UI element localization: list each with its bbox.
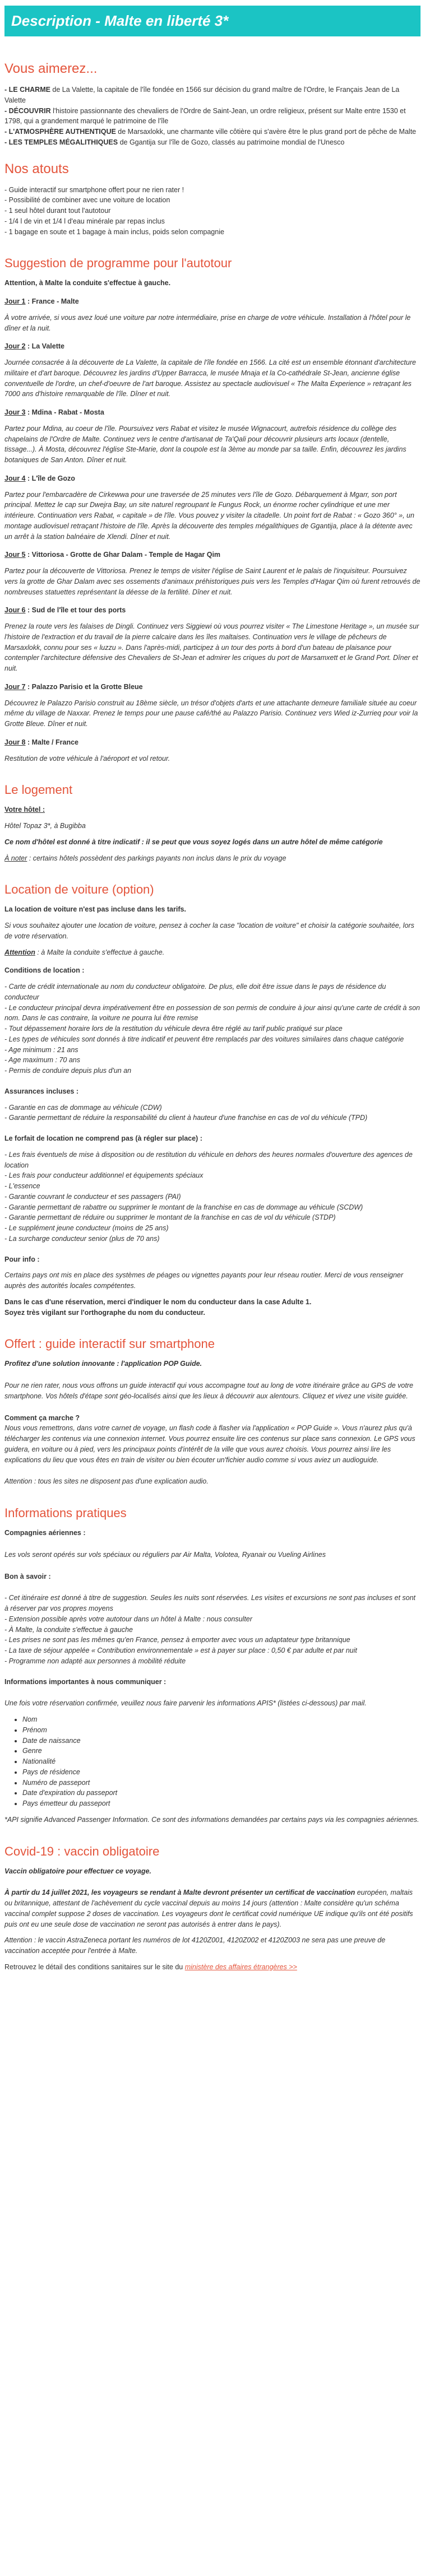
list-item: - Guide interactif sur smartphone offert pour ne rien rater ! [4,185,184,194]
day-name: : Vittoriosa - Grotte de Ghar Dalam - Temple de Hagar Qim [25,551,221,559]
compagnies-title: Compagnies aériennes : [4,1529,86,1537]
info-title: Pour info : [4,1255,40,1263]
day-number: Jour 7 [4,682,26,691]
list-item: - Les types de véhicules sont donnés à titre indicatif et peuvent être remplacés par des voitures similaires dans chaque catégorie [4,1035,404,1043]
forfait-title: Le forfait de location ne comprend pas (à régler sur place) : [4,1134,202,1142]
page-banner: Description - Malte en liberté 3* [4,6,421,36]
attention-lead: Attention [4,948,35,956]
list-item: • Nationalité [22,1756,421,1767]
list-item: - Le conducteur principal devra impérativement être en possession de son permis de conduire à jour ainsi qu'une carte de crédit à son nom. Dans le cas contraire, la voiture ne pourra lui être remise [4,1003,420,1022]
note-text: : certains hôtels possèdent des parkings payants non inclus dans le prix du voyage [27,854,287,862]
day-number: Jour 2 [4,342,26,351]
list-item: - L'essence [4,1182,40,1190]
list-item: - Extension possible après votre autotour dans un hôtel à Malte : nous consulter [4,1615,252,1623]
list-item: • Pays émetteur du passeport [22,1798,421,1809]
list-item: - Tout dépassement horaire lors de la restitution du véhicule devra être réglé au tarif public pratiqué sur place [4,1025,343,1033]
section-nos-atouts [4,159,421,238]
how-title: Comment ça marche ? [4,1413,80,1422]
location-intro: La location de voiture n'est pas incluse dans les tarifs. [4,905,186,914]
covid-attention: Attention : le vaccin AstraZeneca portant les numéros de lot 4120Z001, 4120Z002 et 4120Z003 ne sera pas une preuve de vaccination acceptée pour l'entrée à Malte. [4,1936,386,1955]
final-note: Soyez très vigilant sur l'orthographe du nom du conducteur. [4,1308,205,1317]
section-title: Location de voiture (option) [4,882,154,897]
list-item: - Les frais pour conducteur additionnel et équipements spéciaux [4,1171,204,1180]
day-name: : Sud de l'île et tour des ports [25,606,126,615]
list-item: - Garantie permettant de réduire la responsabilité du client à hauteur d'une franchise en cas de vol du véhicule (TPD) [4,1114,368,1122]
section-vous-aimerez [4,59,421,148]
list-item [4,85,421,106]
day-number: Jour 5 [4,551,26,559]
info-text: Certains pays ont mis en place des systèmes de péages ou vignettes payants pour leur réseau routier. Merci de vous renseigner auprès des autorités locales compétentes. [4,1271,404,1290]
covid-bold-lead: À partir du 14 juillet 2021, les voyageurs se rendant à Malte devront présenter un certificat de vaccination [4,1889,355,1897]
day-text: À votre arrivée, si vous avez loué une voiture par notre intermédiaire, prise en charge de votre véhicule. Installation à l'hôtel pour le dîner et la nuit. [4,313,411,332]
final-note: Dans le cas d'une réservation, merci d'indiquer le nom du conducteur dans la case Adulte 1. [4,1298,312,1306]
day-text: Prenez la route vers les falaises de Dingli. Continuez vers Siggiewi où vous pourrez visiter « The Limestone Heritage », un musée sur l'histoire de l'extraction et du travail de la pierre calcaire dans les îles maltaises. Continuation vers le village de pêcheurs de Marsaxlokk, connu pour ses « luzzu ». Dans l'après-midi, participez à un tour des ports à bord d'un bateau de plaisance pour contempler l'architecture défensive des Chevaliers de St-Jean et admirer les criques du port de Marsamxett et le Grand Port. Dîner et nuit. [4,622,419,672]
covid-text: européen, maltais ou britannique, attestant de l'achèvement du cycle vaccinal depuis au moins 14 jours (attention : Malte considère qu'un schéma vaccinal complet suppose 2 doses de vaccination. Les voyageurs dont le certificat covid numérique UE indique qu'ils ont été positifs puis ont eu une seule dose de vaccination ne seront pas autorisés à entrer dans le pays). [4,1889,413,1928]
item-lead: - L'ATMOSPHÈRE AUTHENTIQUE [4,128,116,136]
how-text: Nous vous remettrons, dans votre carnet de voyage, un flash code à flasher via l'application « POP Guide ». Vous n'aurez plus qu'à télécharger les contenus via une connexion internet. Vous pourrez ensuite lire ces contenus sur place sans connexion. Le GPS vous guidera, en voiture ou à pied, vers les principaux points d'intérêt de la ville que vous aurez choisis. Vous pourrez ainsi lire les explications du lieu que vous êtes en train de visiter ou bien écouter un'fichier audio comme si vous aviez un audioguide. [4,1424,415,1464]
day-text: Partez pour la découverte de Vittoriosa. Prenez le temps de visiter l'église de Saint Laurent et le palais de l'inquisiteur. Poursuivez vers la grotte de Ghar Dalam avec ses ossements d'animaux préhistoriques puis vers les Temples d'Hagar Qim où furent retrouvés de nombreuses statuettes représentant la déesse de la fertilité. Dîner et nuit. [4,567,421,596]
list-item: • Genre [22,1746,421,1756]
day-name: : Mdina - Rabat - Mosta [25,408,104,416]
bon-title: Bon à savoir : [4,1572,51,1580]
list-item: • Nom [22,1714,421,1725]
list-item [4,106,421,127]
list-item: - Garantie en cas de dommage au véhicule (CDW) [4,1103,162,1112]
section-title: Covid-19 : vaccin obligatoire [4,1844,160,1858]
item-lead: - LES TEMPLES MÉGALITHIQUES [4,138,118,146]
list-item: - Cet itinéraire est donné à titre de suggestion. Seules les nuits sont réservées. Les visites et excursions ne sont pas incluses et sont à réserver par vos propres moyens [4,1594,416,1612]
day-name: : La Valette [25,342,64,351]
day-name: : France - Malte [25,297,79,305]
day-block [4,473,421,542]
section-title: Informations pratiques [4,1506,127,1520]
day-number: Jour 1 [4,297,26,305]
day-block [4,605,421,674]
list-item: - Age maximum : 70 ans [4,1056,81,1064]
section-title: Le logement [4,783,73,797]
covid-bold: Vaccin obligatoire pour effectuer ce voyage. [4,1867,151,1875]
day-text: Journée consacrée à la découverte de La Valette, la capitale de l'île fondée en 1566. La cité est un ensemble étonnant d'architecture militaire et d'art baroque. Découvrez les jardins d'Upper Barracca, le musée Mnaja et la Co-cathédrale St-Jean, ancienne église conventuelle de l'ordre, un chef-d'oeuvre de l'art baroque. Assistez au spectacle audiovisuel « The Malta Experience » retraçant les 7000 ans d'histoire remarquable de l'île. Dîner et nuit. [4,359,416,398]
list-item: • Date d'expiration du passeport [22,1788,421,1798]
list-item: • Numéro de passeport [22,1778,421,1788]
list-item: - Programme non adapté aux personnes à mobilité réduite [4,1657,186,1665]
apis-note: *API signifie Advanced Passenger Information. Ce sont des informations demandées par certains pays via les compagnies aériennes. [4,1815,419,1824]
hotel-name: Hôtel Topaz 3*, à Bugibba [4,822,86,830]
day-block [4,550,421,597]
item-lead: - DÉCOUVRIR [4,106,51,115]
day-number: Jour 3 [4,408,26,416]
list-item: • Prénom [22,1725,421,1736]
day-block [4,737,421,764]
day-number: Jour 8 [4,738,26,746]
day-text: Partez pour Mdina, au coeur de l'île. Poursuivez vers Rabat et visitez le musée Wignacourt, autrefois résidence du collège des chapelains de l'Ordre de Malte. Continuez vers le centre d'artisanat de Ta'Qali pour découvrir plusieurs arts locaux (dentelle, tissage...). À Mosta, découvrez l'église Ste-Marie, dont la coupole est la 3ème au monde par sa taille. Enfin, découvrez les jardins botaniques de San Anton. Dîner et nuit. [4,424,406,464]
section-guide [4,1335,421,1487]
day-text: Partez pour l'embarcadère de Cirkewwa pour une traversée de 25 minutes vers l'île de Gozo. Débarquement à Mgarr, son port principal. Mettez le cap sur Dwejra Bay, un site naturel regroupant le Fungus Rock, un énorme rocher cylindrique et une mer intérieure. Continuation vers Rabat, « capitale » de l'île. Vous pouvez y visiter la citadelle. Un point fort de Rabat : « Gozo 360° », un montage audiovisuel retraçant l'histoire de l'île. Après la découverte des temples mégalithiques de Ggantija, place à la détente avec un arrêt à la station balnéaire de Xlendi. Dîner et nuit. [4,490,414,541]
section-title: Nos atouts [4,161,69,176]
list-item: - Garantie permettant de réduire ou supprimer le montant de la franchise en cas de vol du véhicule (STDP) [4,1213,336,1222]
comm-text: Une fois votre réservation confirmée, veuillez nous faire parvenir les informations APIS* (listées ci-dessous) par mail. [4,1699,367,1708]
covid-link-lead: Retrouvez le détail des conditions sanitaires sur le site du [4,1963,185,1971]
section-title: Offert : guide interactif sur smartphone [4,1337,215,1351]
day-name: : Palazzo Parisio et la Grotte Bleue [25,682,143,691]
note-lead: À noter [4,854,27,862]
ministere-link[interactable]: ministère des affaires étrangères >> [184,1963,297,1971]
section-programme [4,254,421,764]
list-item: - Age minimum : 21 ans [4,1045,78,1054]
guide-text: Pour ne rien rater, nous vous offrons un guide interactif qui vous accompagne tout au long de votre itinéraire grâce au GPS de votre smartphone. Vos hôtels d'étape sont géo-localisés ainsi que les lieux à découvrir aux alentours. Cliquez et vivez une visite guidée. [4,1382,413,1400]
list-item: - Les prises ne sont pas les mêmes qu'en France, pensez à emporter avec vous un adaptateur type britannique [4,1636,350,1644]
item-lead: - LE CHARME [4,86,50,94]
item-text: de Ggantija sur l'île de Gozo, classés au patrimoine mondial de l'Unesco [118,138,345,146]
list-item: - 1 bagage en soute et 1 bagage à main inclus, poids selon compagnie [4,227,224,236]
section-location [4,880,421,1318]
attention-note: Attention, à Malte la conduite s'effectue à gauche. [4,279,171,287]
list-item: - Garantie couvrant le conducteur et ses passagers (PAI) [4,1192,181,1201]
section-covid [4,1842,421,1973]
day-block [4,341,421,399]
assurances-title: Assurances incluses : [4,1087,79,1095]
hotel-note: Ce nom d'hôtel est donné à titre indicatif : il se peut que vous soyez logés dans un autre hôtel de même catégorie [4,838,383,846]
list-item: - 1 seul hôtel durant tout l'autotour [4,207,111,215]
list-item: • Date de naissance [22,1736,421,1746]
section-infos [4,1504,421,1825]
conditions-title: Conditions de location : [4,966,85,975]
attention-text: : à Malte la conduite s'effectue à gauche. [35,948,165,956]
list-item: - À Malte, la conduite s'effectue à gauche [4,1625,133,1634]
day-block [4,296,421,333]
list-item: - La taxe de séjour appelée « Contribution environnementale » est à payer sur place : 0,50 € par adulte et par nuit [4,1647,357,1654]
comm-title: Informations importantes à nous communiquer : [4,1677,167,1686]
item-text: l'histoire passionnante des chevaliers de l'Ordre de Saint-Jean, un ordre religieux, présent sur Malte entre 1530 et 1798, qui a grandement marqué le patrimoine de l'île [4,106,406,125]
section-title: Vous aimerez... [4,61,98,76]
hotel-label: Votre hôtel : [4,806,45,814]
day-text: Découvrez le Palazzo Parisio construit au 18ème siècle, un trésor d'objets d'arts et une attachante demeure familiale située au coeur même du village de Naxxar. Prenez le temps pour une pause café/thé au Palazzo Parisio. Continuez vers Wied iz-Zurrieq pour voir la Grotte Bleue. Dîner et nuit. [4,699,418,728]
day-number: Jour 4 [4,474,26,482]
day-number: Jour 6 [4,606,26,615]
day-block [4,682,421,729]
list-item: - La surcharge conducteur senior (plus de 70 ans) [4,1234,160,1243]
list-item: - 1/4 l de vin et 1/4 l d'eau minérale par repas inclus [4,217,165,225]
day-block [4,407,421,466]
list-item: - Permis de conduire depuis plus d'un an [4,1067,132,1075]
list-item [4,127,421,137]
item-text: de Marsaxlokk, une charmante ville côtière qui s'avère être le plus grand port de pêche de Malte [116,128,417,136]
guide-attention: Attention : tous les sites ne disposent pas d'une explication audio. [4,1477,209,1486]
list-item: - Possibilité de combiner avec une voiture de location [4,196,170,204]
section-logement [4,780,421,863]
item-text: de La Valette, la capitale de l'île fondée en 1566 sur décision du grand maître de l'Ordre, le Français Jean de La Valette [4,86,400,104]
location-text: Si vous souhaitez ajouter une location de voiture, pensez à cocher la case "location de voiture" et choisir la catégorie souhaitée, lors de votre réservation. [4,922,414,940]
guide-subtitle: Profitez d'une solution innovante : l'application POP Guide. [4,1360,202,1368]
apis-list [22,1714,421,1809]
section-title: Suggestion de programme pour l'autotour [4,256,232,271]
list-item: - Carte de crédit internationale au nom du conducteur obligatoire. De plus, elle doit être issue dans le pays de résidence du conducteur [4,983,386,1001]
day-text: Restitution de votre véhicule à l'aéroport et vol retour. [4,754,170,762]
compagnies-text: Les vols seront opérés sur vols spéciaux ou réguliers par Air Malta, Volotea, Ryanair ou Vueling Airlines [4,1550,326,1559]
day-name: : L'île de Gozo [25,474,75,482]
list-item [4,137,421,148]
list-item: - Les frais éventuels de mise à disposition ou de restitution du véhicule en dehors des heures normales d'ouverture des agences de location [4,1150,413,1169]
list-item: - Le supplément jeune conducteur (moins de 25 ans) [4,1224,169,1232]
list-item: • Pays de résidence [22,1767,421,1778]
list-item: - Garantie permettant de rabattre ou supprimer le montant de la franchise en cas de dommage au véhicule (SCDW) [4,1203,363,1211]
day-name: : Malte / France [25,738,78,746]
